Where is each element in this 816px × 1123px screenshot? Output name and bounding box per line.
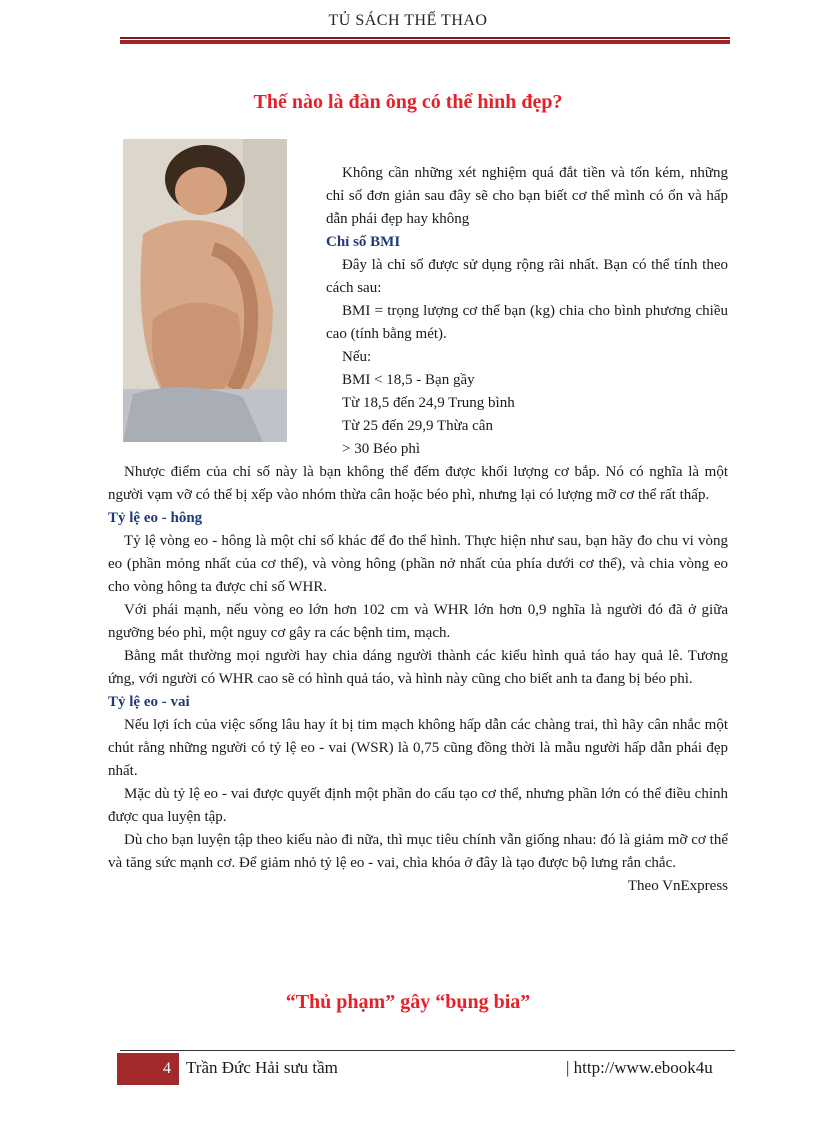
intro-paragraph: Không cần những xét nghiệm quá đắt tiền và tốn kém, những chỉ số đơn giản sau đây sẽ cho bạn biết cơ thể mình có ổn và hấp dẫn phái đẹp hay không [326,165,728,227]
page-header-title: TỦ SÁCH THỂ THAO [328,12,488,29]
bmi-line: > 30 Béo phì [342,441,421,457]
body-column [108,461,728,898]
article-title: Thế nào là đàn ông có thể hình đẹp? [253,91,563,113]
whr-paragraph-3: Bằng mắt thường mọi người hay chia dáng người thành các kiểu hình quả táo hay quả lê. Tương ứng, với người có WHR cao sẽ có hình quả táo, và hình này cũng cho biết anh ta đang bị béo phì. [108,648,728,687]
wsr-heading: Tỷ lệ eo - vai [108,694,190,710]
whr-paragraph-2: Với phái mạnh, nếu vòng eo lớn hơn 102 cm và WHR lớn hơn 0,9 nghĩa là người đó đã ở giữa ngưỡng béo phì, một nguy cơ gây ra các bệnh tim, mạch. [108,602,728,641]
bmi-line: Nếu: [342,349,372,365]
footer-url: | http://www.ebook4u [566,1058,713,1077]
intro-column [326,162,728,461]
bmi-drawback: Nhược điểm của chỉ số này là bạn không thể đếm được khối lượng cơ bắp. Nó có nghĩa là một người vạm vỡ có thể bị xếp vào nhóm thừa cân hoặc béo phì, nhưng lại có lượng mỡ cơ thể rất thấp. [108,464,728,503]
bmi-heading: Chỉ số BMI [326,234,401,250]
bmi-line: BMI < 18,5 - Bạn gầy [342,372,475,388]
bmi-paragraph-1: Đây là chỉ số được sử dụng rộng rãi nhất. Bạn có thể tính theo cách sau: [326,257,728,296]
page-number-badge: 4 [117,1053,179,1085]
footer-rule [120,1050,735,1051]
whr-paragraph-1: Tỷ lệ vòng eo - hông là một chỉ số khác để đo thể hình. Thực hiện như sau, bạn hãy đo chu vi vòng eo (phần mỏng nhất của cơ thể), và vòng hông (phần nở nhất của phía dưới cơ thể), và chia vòng eo cho vòng hông ta được chỉ số WHR. [108,533,728,595]
header-rule-thin [120,37,730,39]
article-source: Theo VnExpress [627,878,728,894]
wsr-paragraph-1: Nếu lợi ích của việc sống lâu hay ít bị tim mạch không hấp dẫn các chàng trai, thì hãy cân nhắc một chút rằng những người có tỷ lệ eo - vai (WSR) là 0,75 cũng đồng thời là mẫu người hấp dẫn phái đẹp nhất. [108,717,728,779]
bmi-line: Từ 18,5 đến 24,9 Trung bình [342,395,515,411]
wsr-paragraph-2: Mặc dù tỷ lệ eo - vai được quyết định một phần do cấu tạo cơ thể, nhưng phần lớn có thể điều chỉnh được qua luyện tập. [108,786,728,825]
wsr-paragraph-3: Dù cho bạn luyện tập theo kiểu nào đi nữa, thì mục tiêu chính vẫn giống nhau: đó là giảm mỡ cơ thể và tăng sức mạnh cơ. Để giảm nhỏ tỷ lệ eo - vai, chìa khóa ở đây là tạo được bộ lưng rắn chắc. [108,832,728,871]
footer-author: Trần Đức Hải sưu tầm [186,1058,338,1077]
next-article-title: “Thủ phạm” gây “bụng bia” [285,991,531,1013]
header-rule-thick [120,40,730,44]
bmi-line: Từ 25 đến 29,9 Thừa cân [342,418,493,434]
article-photo [123,139,287,442]
bmi-formula: BMI = trọng lượng cơ thể bạn (kg) chia cho bình phương chiều cao (tính bằng mét). [326,303,728,342]
whr-heading: Tỷ lệ eo - hông [108,510,203,526]
